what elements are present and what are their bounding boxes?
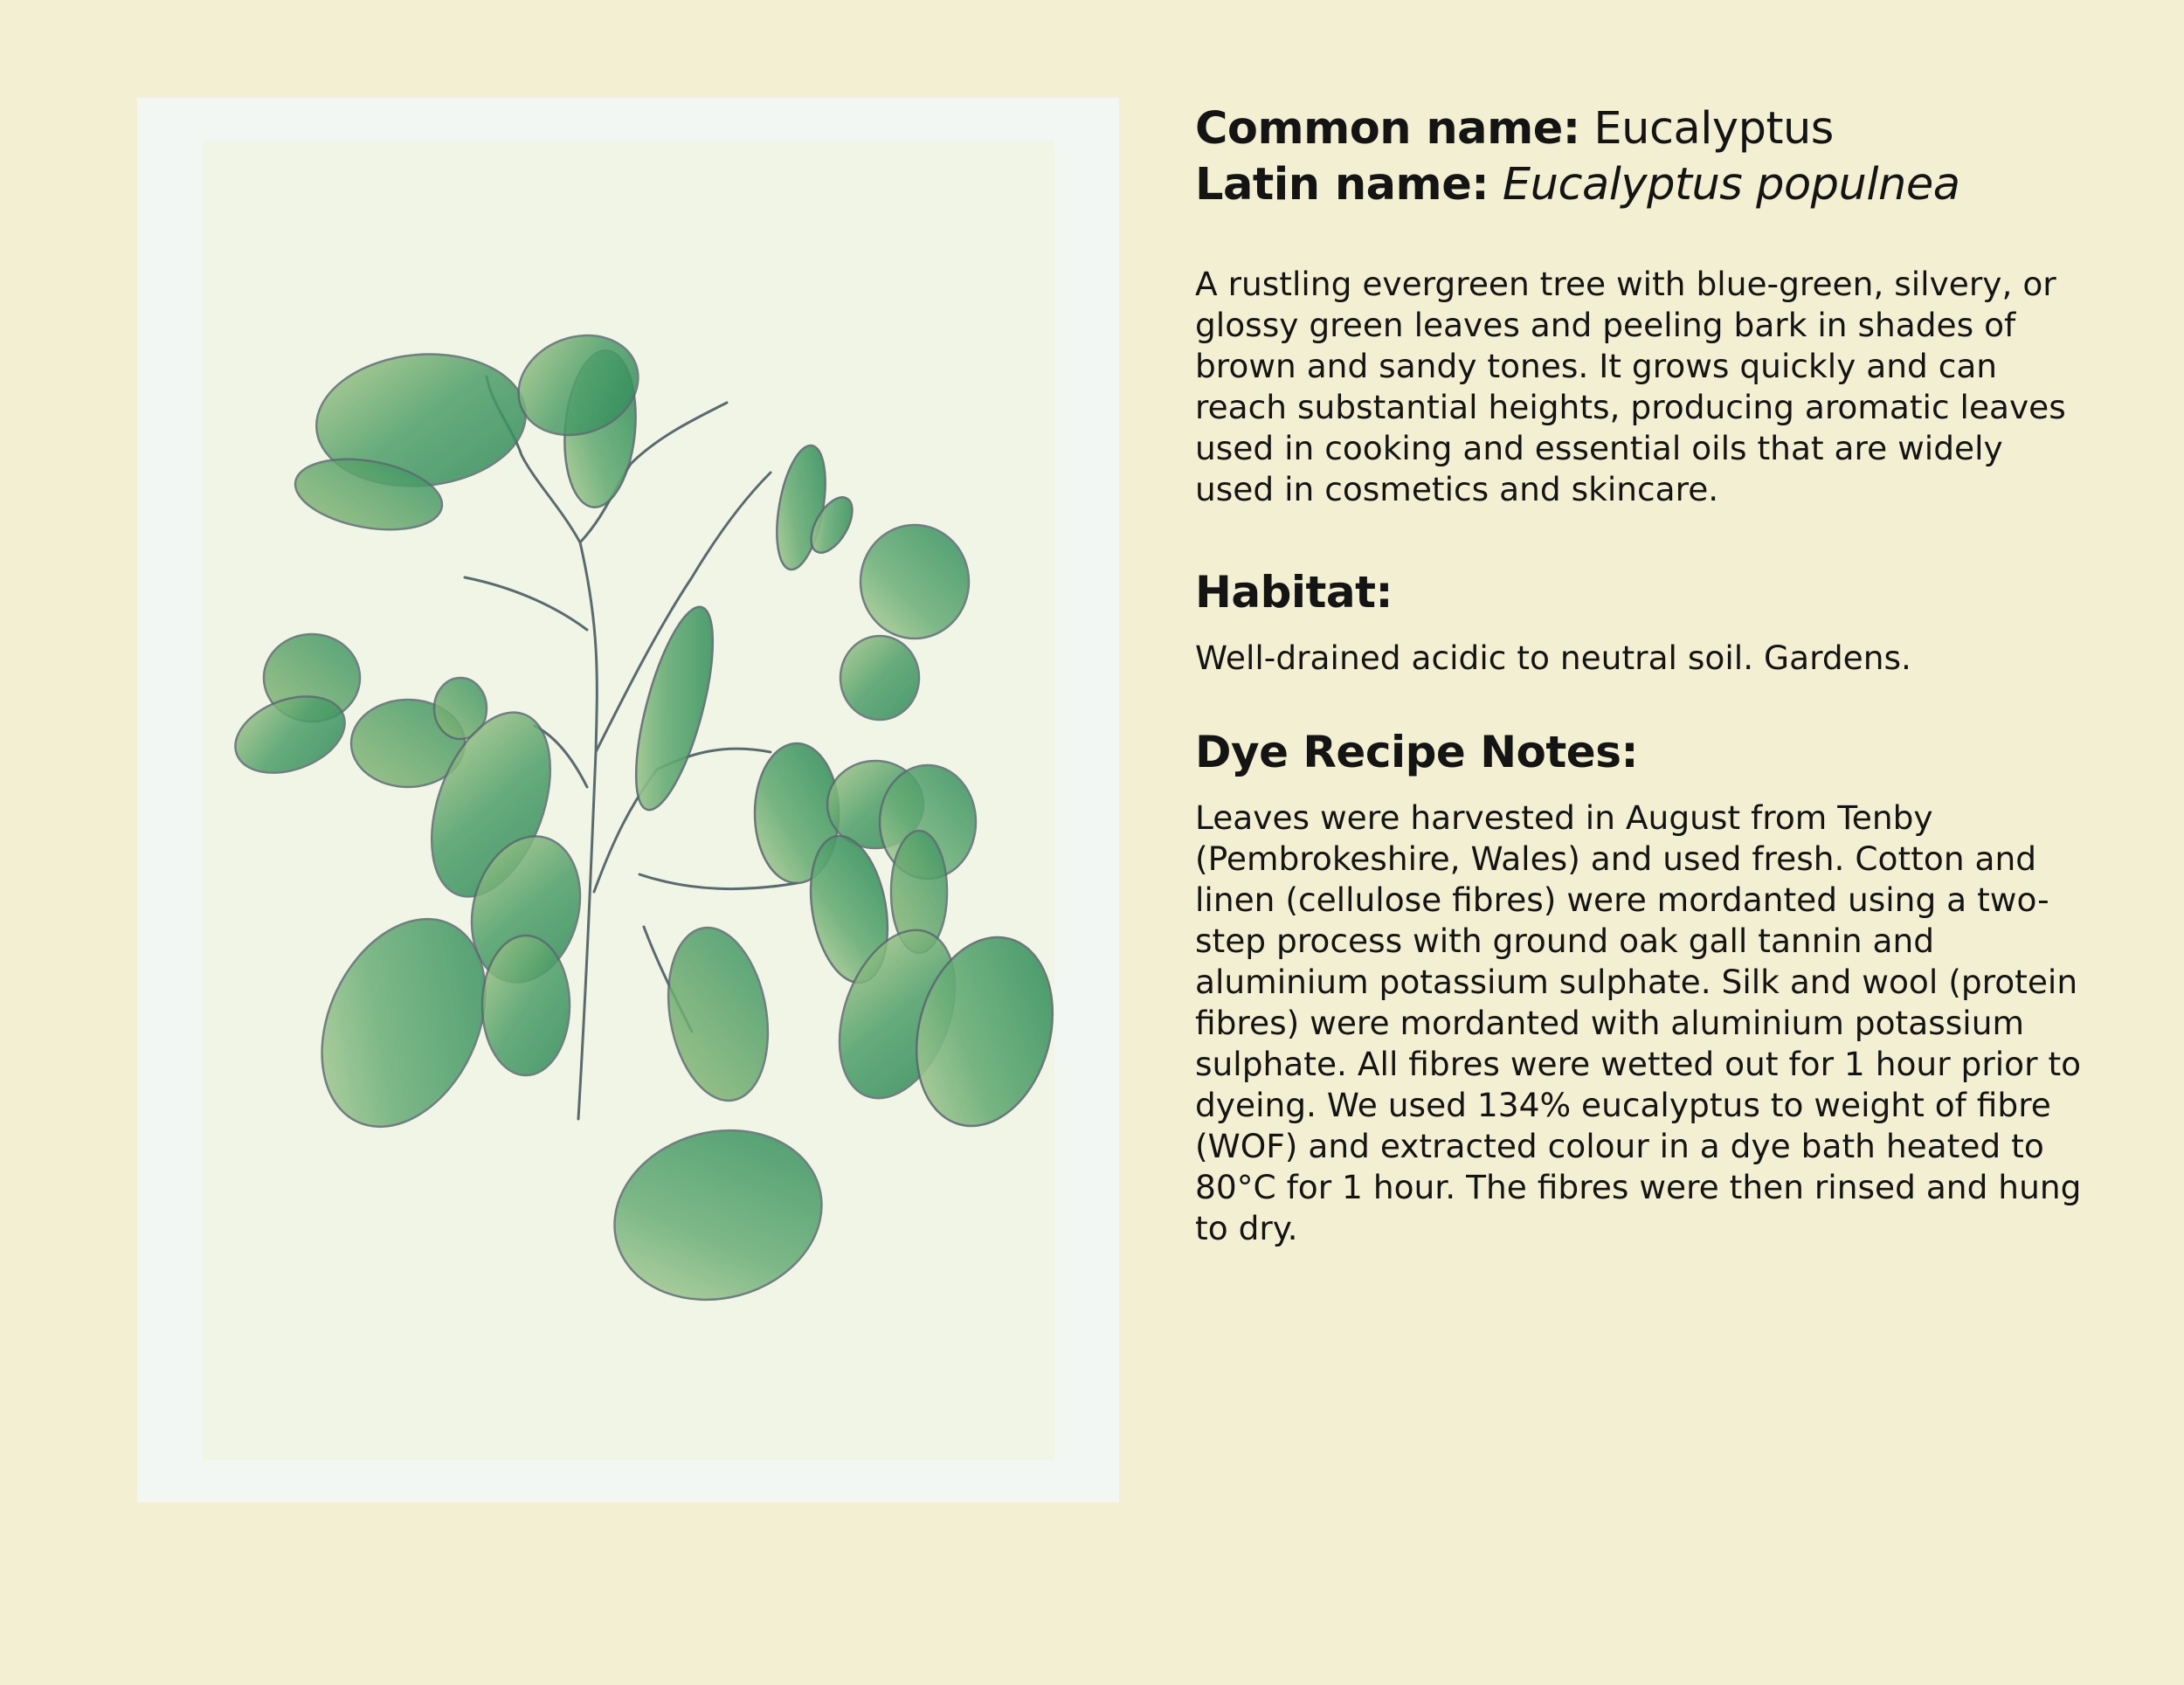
latin-name-label: Latin name: (1195, 159, 1489, 211)
habitat-text: Well-drained acidic to neutral soil. Gardens. (1195, 639, 1911, 677)
eucalyptus-branch-illustration (203, 141, 1054, 1460)
illustration-frame (137, 98, 1119, 1502)
dye-notes-heading: Dye Recipe Notes: (1195, 727, 1638, 777)
latin-name-value: Eucalyptus populnea (1502, 159, 1960, 211)
latin-name-row (1195, 159, 1959, 211)
common-name-label: Common name: (1195, 103, 1580, 155)
species-description: A rustling evergreen tree with blue-green, silvery, or glossy green leaves and peeling bark in shades of brown and sandy tones. It grows quickly and can reach substantial heights, producing aromatic leaves used in cooking and essential oils that are widely used in cosmetics and skincare. (1195, 265, 2066, 508)
dye-notes-text: Leaves were harvested in August from Tenby (Pembrokeshire, Wales) and used fresh. Cotton and linen (cellulose fibres) were mordanted using a two-step process with ground oak gall tannin and aluminium potassium sulphate. Silk and wool (protein fibres) were mordanted with aluminium potassium sulphate. All fibres were wetted out for 1 hour prior to dyeing. We used 134% eucalyptus to weight of fibre (WOF) and extracted colour in a dye bath heated to 80°C for 1 hour. The fibres were then rinsed and hung to dry. (1195, 798, 2082, 1247)
illustration-paper (203, 141, 1054, 1460)
common-name-value: Eucalyptus (1593, 103, 1834, 155)
leaves (225, 319, 1054, 1322)
common-name-row (1195, 103, 1834, 155)
plant-names (1195, 101, 2086, 213)
species-info (1195, 101, 2086, 1249)
habitat-heading: Habitat: (1195, 567, 1393, 618)
